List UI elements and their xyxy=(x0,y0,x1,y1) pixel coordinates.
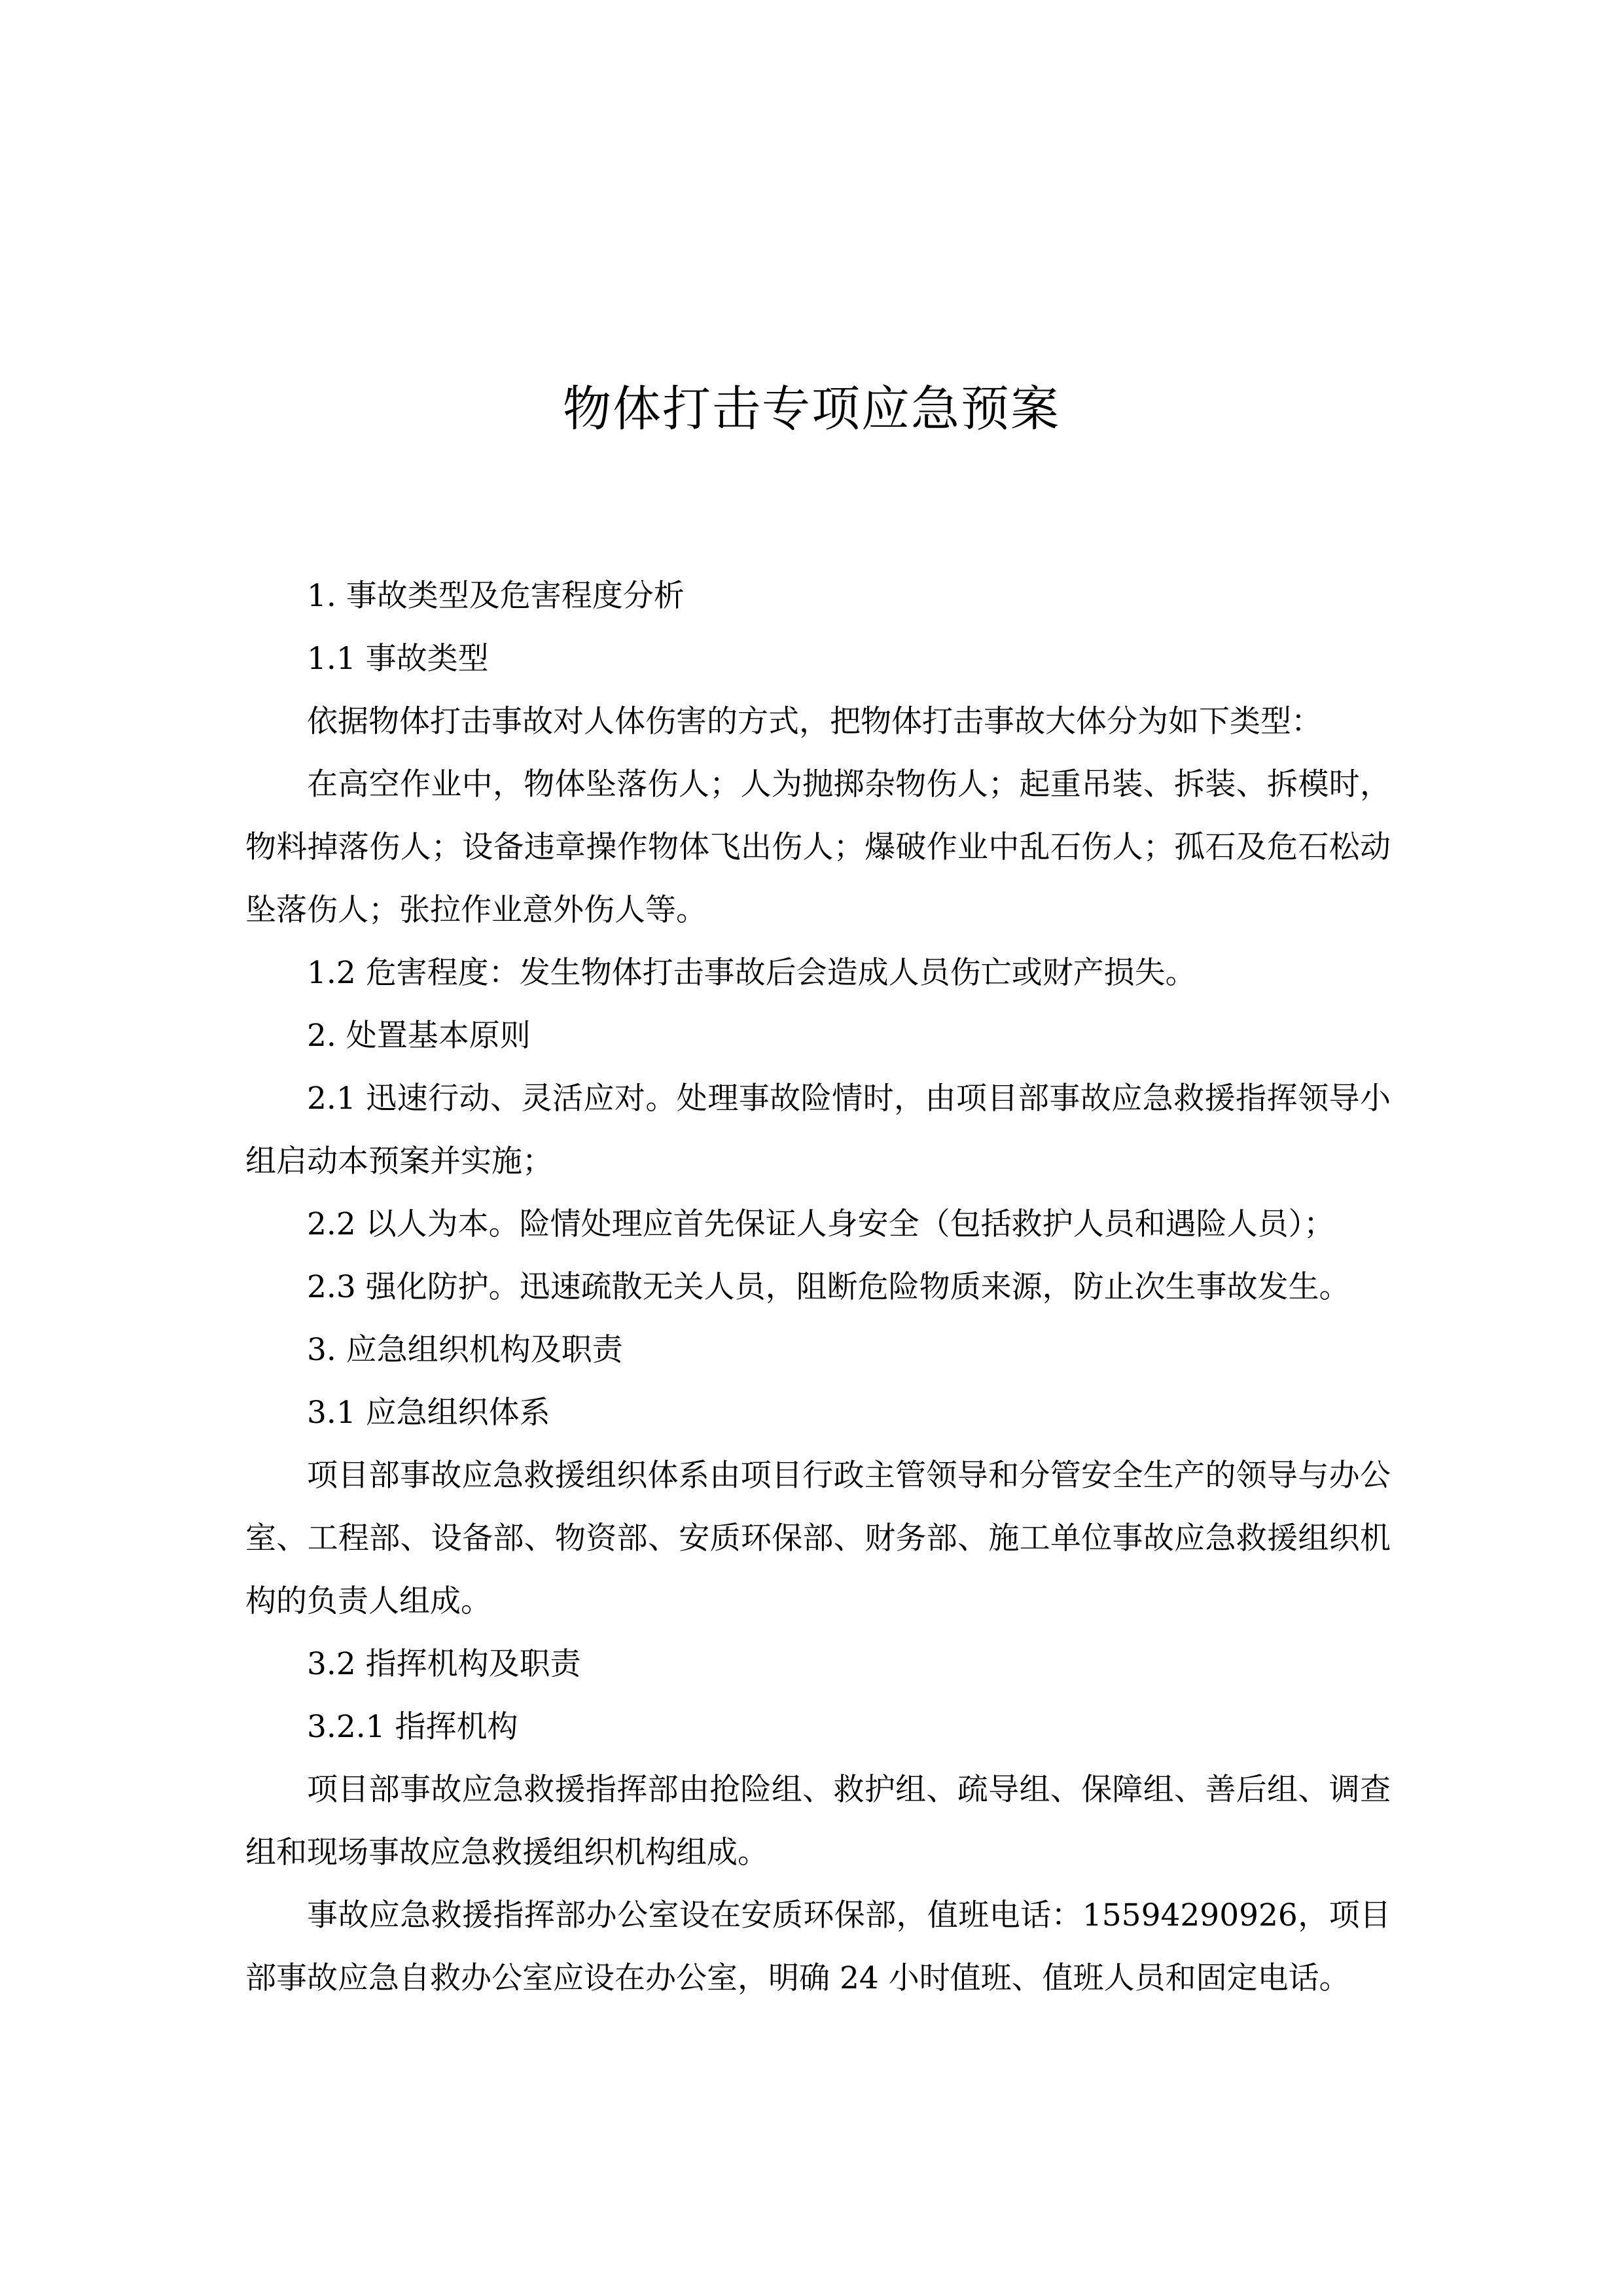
paragraph: 2.3 强化防护。迅速疏散无关人员，阻断危险物质来源，防止次生事故发生。 xyxy=(307,1269,1350,1305)
document-body xyxy=(245,565,1391,2010)
subsection-heading: 1.1 事故类型 xyxy=(307,641,489,677)
paragraph: 1.2 危害程度：发生物体打击事故后会造成人员伤亡或财产损失。 xyxy=(307,955,1196,991)
paragraph: 项目部事故应急救援组织体系由项目行政主管领导和分管安全生产的领导与办公室、工程部、设备部、物资部、安质环保部、财务部、施工单位事故应急救援组织机构的负责人组成。 xyxy=(245,1458,1391,1619)
section-heading: 1. 事故类型及危害程度分析 xyxy=(307,578,685,614)
section-heading: 2. 处置基本原则 xyxy=(307,1018,531,1054)
subsection-heading: 3.1 应急组织体系 xyxy=(307,1395,550,1431)
section-heading: 3. 应急组织机构及职责 xyxy=(307,1332,623,1368)
subsection-heading: 3.2 指挥机构及职责 xyxy=(307,1646,581,1682)
paragraph: 2.2 以人为本。险情处理应首先保证人身安全（包括救护人员和遇险人员）； xyxy=(307,1206,1335,1242)
paragraph: 2.1 迅速行动、灵活应对。处理事故险情时，由项目部事故应急救援指挥领导小组启动本预案并实施； xyxy=(245,1081,1391,1179)
paragraph: 在高空作业中，物体坠落伤人；人为抛掷杂物伤人；起重吊装、拆装、拆模时，物料掉落伤人；设备违章操作物体飞出伤人；爆破作业中乱石伤人；孤石及危石松动坠落伤人；张拉作业意外伤人等。 xyxy=(245,766,1391,928)
document-title: 物体打击专项应急预案 xyxy=(563,381,1060,437)
paragraph: 项目部事故应急救援指挥部由抢险组、救护组、疏导组、保障组、善后组、调查组和现场事故应急救援组织机构组成。 xyxy=(245,1772,1391,1871)
paragraph: 事故应急救援指挥部办公室设在安质环保部，值班电话：15594290926，项目部事故应急自救办公室应设在办公室，明确 24 小时值班、值班人员和固定电话。 xyxy=(245,1897,1391,1996)
paragraph: 依据物体打击事故对人体伤害的方式，把物体打击事故大体分为如下类型： xyxy=(307,704,1322,740)
subsection-heading: 3.2.1 指挥机构 xyxy=(307,1709,518,1745)
